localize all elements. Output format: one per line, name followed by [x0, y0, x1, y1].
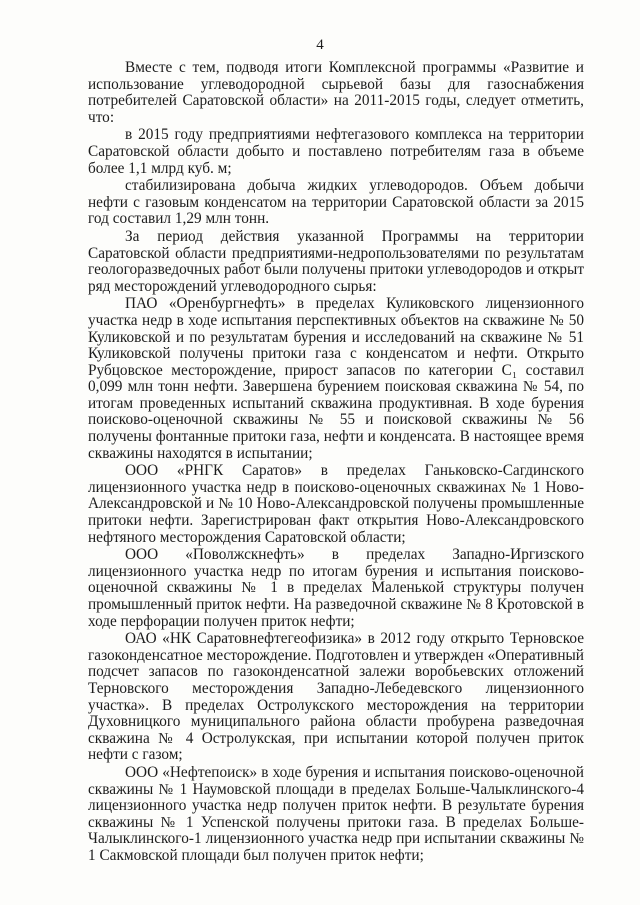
- paragraph-neftepoisk: ООО «Нефтепоиск» в ходе бурения и испытания поисково-оценочной скважины № 1 Наумовской площади в пределах Больше-Чалыклинского-4 лицензионного участка недр получен приток нефти. В результате бурения скважины № 1 Успенской получены притоки газа. В пределах Больше-Чалыклинского-1 лицензионного участка недр при испытании скважины № 1 Сакмовской площади был получен приток нефти;: [88, 763, 584, 864]
- document-body: [88, 60, 584, 865]
- paragraph-saratovneftegeofizika: ОАО «НК Саратовнефтегеофизика» в 2012 году открыто Терновское газоконденсатное месторождение. Подготовлен и утвержден «Оперативный подсчет запасов по газоконденсатной залежи воробьевских отложений Терновского месторождения Западно-Лебедевского лицензионного участка». В пределах Остролукского месторождения на территории Духовницкого муниципального района области пробурена разведочная скважина № 4 Остролукская, при испытании которой получен приток нефти с газом;: [88, 630, 584, 764]
- paragraph-rngk-saratov: ООО «РНГК Саратов» в пределах Ганьковско-Сагдинского лицензионного участка недр в поисково-оценочных скважинах № 1 Ново-Александровской и № 10 Ново-Александровской получены промышленные притоки нефти. Зарегистрирован факт открытия Ново-Александровского нефтяного месторождения Саратовской области;: [88, 462, 584, 546]
- paragraph-povolzhskneft: ООО «Поволжскнефть» в пределах Западно-Иргизского лицензионного участка недр по итогам бурения и испытания поисково-оценочной скважины № 1 в пределах Маленькой структуры получен промышленный приток нефти. На разведочной скважине № 8 Кротовской в ходе перфорации получен приток нефти;: [88, 546, 584, 630]
- paragraph-program-results: За период действия указанной Программы на территории Саратовской области предприятиями-недропользователями по результатам геологоразведочных работ были получены притоки углеводородов и открыт ряд месторождений углеводородного сырья:: [88, 227, 585, 295]
- page-number: 4: [316, 37, 324, 53]
- paragraph-oil-production: стабилизирована добыча жидких углеводородов. Объем добычи нефти с газовым конденсатом на территории Саратовской области за 2015 год составил 1,29 млн тонн.: [88, 177, 584, 228]
- paragraph-intro: Вместе с тем, подводя итоги Комплексной программы «Развитие и использование углеводородной сырьевой базы для газоснабжения потребителей Саратовской области» на 2011-2015 годы, следует отметить, что:: [88, 59, 584, 126]
- paragraph-orenburgneft: ПАО «Оренбургнефть» в пределах Куликовского лицензионного участка недр в ходе испытания перспективных объектов на скважине № 50 Куликовской и по результатам бурения и исследований на скважине № 51 Куликовской получены притоки газа с конденсатом и нефти. Открыто Рубцовское месторождение, прирост запасов по категории C₁ составил 0,099 млн тонн нефти. Завершена бурением поисковая скважина № 54, по итогам проведенных испытаний скважина продуктивная. В ходе бурения поисково-оценочной скважины № 55 и поисковой скважины № 56 получены фонтанные притоки газа, нефти и конденсата. В настоящее время скважины находятся в испытании;: [88, 295, 584, 462]
- paragraph-gas-supply: в 2015 году предприятиями нефтегазового комплекса на территории Саратовской области добыто и поставлено потребителям газа в объеме более 1,1 млрд куб. м;: [88, 126, 584, 177]
